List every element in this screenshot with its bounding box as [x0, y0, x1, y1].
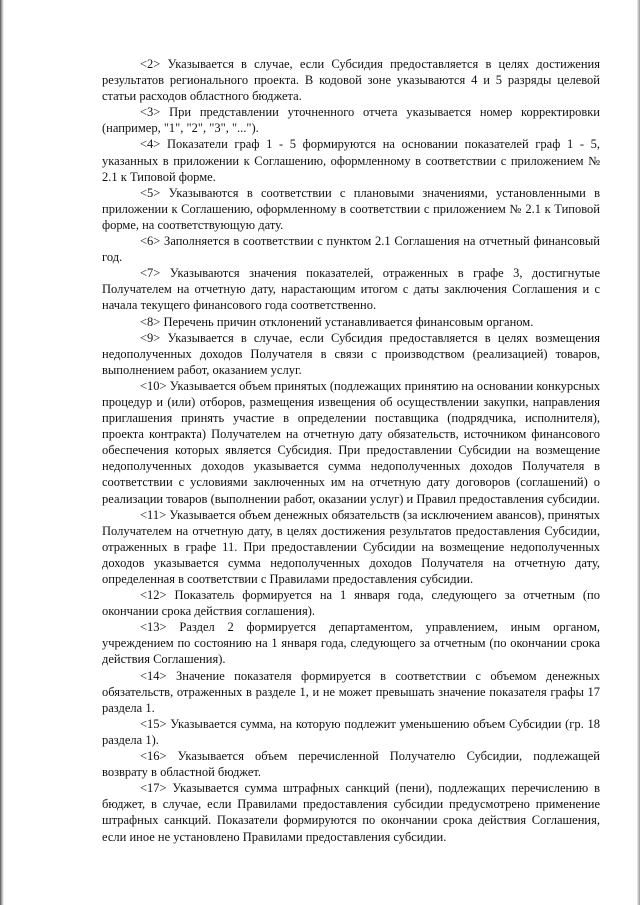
footnote-12: <12> Показатель формируется на 1 января года, следующего за отчетным (по окончании срока действия соглашения).: [102, 588, 600, 619]
footnote-5: <5> Указываются в соответствии с плановыми значениями, установленными в приложении к Соглашению, оформленному в соответствии с приложением № 2.1 к Типовой форме, на соответствующую дату.: [102, 185, 600, 232]
footnote-4: <4> Показатели граф 1 - 5 формируются на основании показателей граф 1 - 5, указанных в приложении к Соглашению, оформленному в соответствии с приложением № 2.1 к Типовой форме.: [102, 137, 600, 184]
footnote-7: <7> Указываются значения показателей, отраженных в графе 3, достигнутые Получателем на отчетную дату, нарастающим итогом с даты заключения Соглашения и с начала текущего финансового года соответственно.: [102, 266, 600, 313]
footnote-13: <13> Раздел 2 формируется департаментом, управлением, иным органом, учреждением по состоянию на 1 января года, следующего за отчетным (по окончании срока действия Соглашения).: [102, 620, 600, 667]
footnote-14: <14> Значение показателя формируется в соответствии с объемом денежных обязательств, отраженных в разделе 1, и не может превышать значение показателя графы 17 раздела 1.: [102, 668, 600, 715]
scan-left-edge: [0, 0, 4, 905]
footnote-10: <10> Указывается объем принятых (подлежащих принятию на основании конкурсных процедур и (или) отборов, размещения извещения об осуществлении закупки, направления приглашения принять участие в определении поставщика (подрядчика, исполнителя), проекта контракта) Получателем на отчетную дату обязательств, источником финансового обеспечения которых является Субсидия. При предоставлении Субсидии на возмещение недополученных доходов указывается сумма недополученных доходов Получателя в соответствии с условиями заключенных им на отчетную дату договоров (соглашений) о реализации товаров (выполнении работ, оказании услуг) и Правил предоставления субсидии.: [102, 378, 600, 506]
document-page: [102, 56, 600, 845]
footnote-9: <9> Указывается в случае, если Субсидия предоставляется в целях возмещения недополученных доходов Получателя в связи с производством (реализацией) товаров, выполнением работ, оказанием услуг.: [102, 330, 600, 377]
footnote-6: <6> Заполняется в соответствии с пунктом 2.1 Соглашения на отчетный финансовый год.: [102, 234, 600, 265]
footnote-2: <2> Указывается в случае, если Субсидия предоставляется в целях достижения результатов регионального проекта. В кодовой зоне указываются 4 и 5 разряды целевой статьи расходов областного бюджета.: [102, 57, 600, 104]
footnote-3: <3> При представлении уточненного отчета указывается номер корректировки (например, "1", "2", "3", "...").: [102, 105, 600, 136]
footnote-11: <11> Указывается объем денежных обязательств (за исключением авансов), принятых Получателем на отчетную дату, в целях достижения результатов предоставления Субсидии, отраженных в графе 11. При предоставлении Субсидии на возмещение недополученных доходов указывается сумма недополученных доходов Получателя на отчетную дату, определенная в соответствии с Правилами предоставления субсидии.: [102, 507, 600, 586]
footnote-17: <17> Указывается сумма штрафных санкций (пени), подлежащих перечислению в бюджет, в случае, если Правилами предоставления субсидии предусмотрено применение штрафных санкций. Показатели формируются по окончании срока действия Соглашения, если иное не установлено Правилами предоставления субсидии.: [102, 781, 600, 844]
footnote-16: <16> Указывается объем перечисленной Получателю Субсидии, подлежащей возврату в областной бюджет.: [102, 749, 600, 780]
footnote-8: <8> Перечень причин отклонений устанавливается финансовым органом.: [140, 314, 534, 329]
footnote-15: <15> Указывается сумма, на которую подлежит уменьшению объем Субсидии (гр. 18 раздела 1).: [102, 716, 600, 747]
